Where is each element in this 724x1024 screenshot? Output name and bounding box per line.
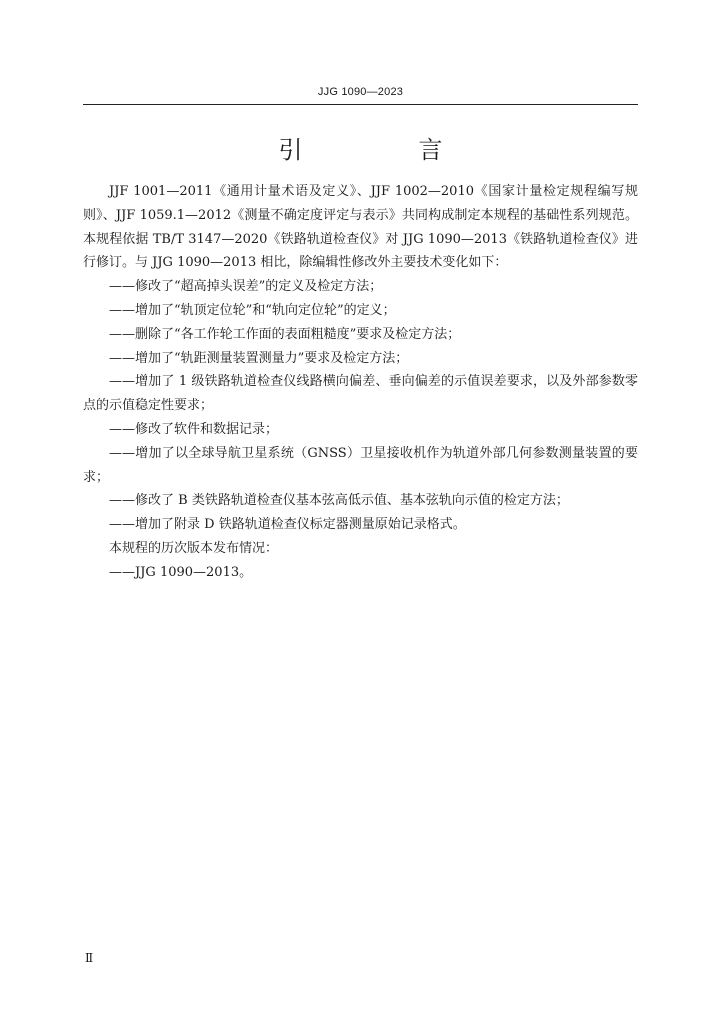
page-title: 引 言 <box>278 136 489 164</box>
history-heading: 本规程的历次版本发布情况： <box>109 540 279 556</box>
change-item: ——修改了 B 类铁路轨道检查仪基本弦高低示值、基本弦轨向示值的检定方法； <box>109 493 569 509</box>
change-item: ——增加了附录 D 铁路轨道检查仪标定器测量原始记录格式。 <box>109 517 466 533</box>
history-item: ——JJG 1090—2013。 <box>109 564 253 580</box>
page-number: Ⅱ <box>85 951 94 965</box>
change-item: ——修改了软件和数据记录； <box>109 421 279 437</box>
header-rule <box>83 104 638 105</box>
change-item: ——增加了“轨顶定位轮”和“轨向定位轮”的定义； <box>109 302 396 318</box>
change-item: ——增加了“轨距测量装置测量力”要求及检定方法； <box>109 350 409 366</box>
running-header: JJG 1090—2023 <box>317 86 404 98</box>
change-item: ——删除了“各工作轮工作面的表面粗糙度”要求及检定方法； <box>109 326 461 342</box>
document-body <box>83 180 638 585</box>
intro-paragraph: JJF 1001—2011《通用计量术语及定义》、JJF 1002—2010《国家计量检定规程编写规则》、JJF 1059.1—2012《测量不确定度评定与表示》共同构成制定本规程的基础性系列规范。本规程依据 TB/T 3147—2020《铁路轨道检查仪》对 JJG 1090—2013《铁路轨道检查仪》进行修订。与 JJG 1090—2013 相比，除编辑性修改外主要技术变化如下： <box>83 184 638 271</box>
change-item: ——修改了“超高掉头误差”的定义及检定方法； <box>109 279 383 295</box>
change-item: ——增加了 1 级铁路轨道检查仪线路横向偏差、垂向偏差的示值误差要求，以及外部参数零点的示值稳定性要求； <box>83 374 638 414</box>
change-item: ——增加了以全球导航卫星系统（GNSS）卫星接收机作为轨道外部几何参数测量装置的要求； <box>83 445 638 485</box>
